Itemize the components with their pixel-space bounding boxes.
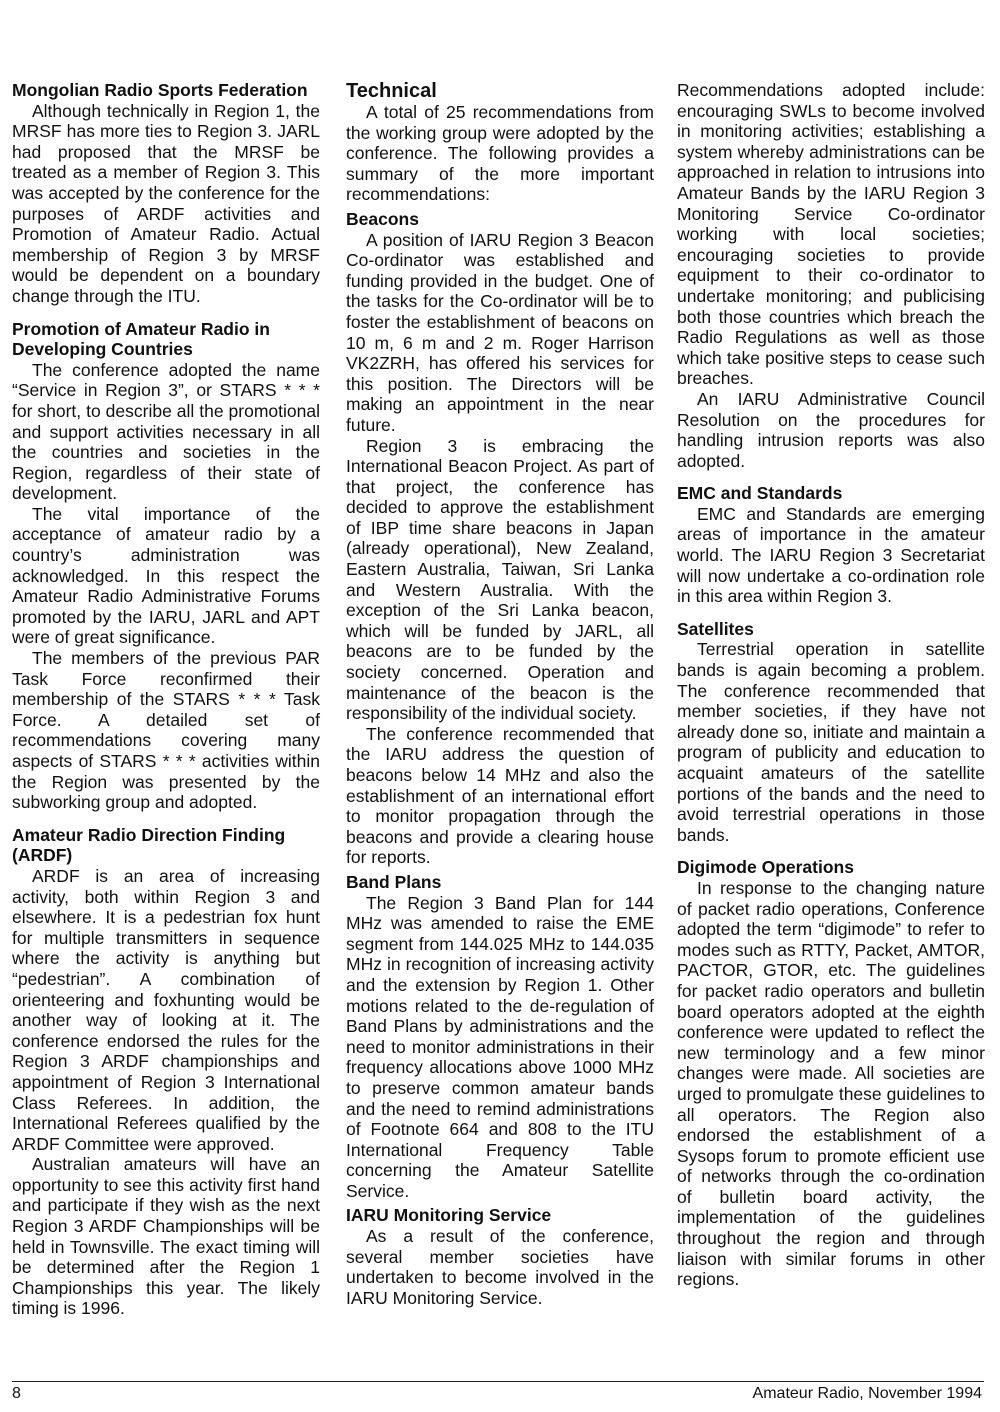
column-right — [677, 80, 985, 1290]
section-heading-ardf: Amateur Radio Direction Finding (ARDF) — [12, 824, 286, 866]
section-heading-band-plans: Band Plans — [346, 871, 442, 892]
paragraph: A position of IARU Region 3 Beacon Co-ordinator was established and funding provided in the budget. One of the tasks for the Co-ordinator will be to foster the establishment of beacons on 10 m, 6 m and 2 m. Roger Harrison VK2ZRH, has offered his services for this position. The Directors will be making an appointment in the near future. — [346, 229, 654, 435]
paragraph: A total of 25 recommendations from the working group were adopted by the conference. The following provides a summary of the more important recommendations: — [346, 102, 654, 205]
section-heading-digimode: Digimode Operations — [677, 857, 854, 878]
section-heading-promotion: Promotion of Amateur Radio in Developing Countries — [12, 318, 270, 360]
paragraph: An IARU Administrative Council Resolution on the procedures for handling intrusion reports was also adopted. — [677, 388, 985, 471]
footer-divider — [12, 1381, 984, 1382]
paragraph: As a result of the conference, several member societies have undertaken to become involved in the IARU Monitoring Service. — [346, 1226, 654, 1308]
paragraph: The vital importance of the acceptance of amateur radio by a country’s administration was acknowledged. In this respect the Amateur Radio Administrative Forums promoted by the IARU, JARL and APT were of great significance. — [12, 503, 320, 648]
paragraph: In response to the changing nature of packet radio operations, Conference adopted the term “digimode” to refer to modes such as RTTY, Packet, AMTOR, PACTOR, GTOR, etc. The guidelines for packet radio operators and bulletin board operators adopted at the eighth conference were updated to reflect the new terminology and a few minor changes were made. All societies are urged to promulgate these guidelines to all operators. The Region also endorsed the establishment of a Sysops forum to promote efficient use of networks through the co-ordination of bulletin board activity, the implementation of the guidelines throughout the region and through liaison with similar forums in other regions. — [677, 877, 985, 1290]
paragraph: The conference recommended that the IARU address the question of beacons below 14 MHz and also the establishment of an international effort to monitor propagation through the beacons and provide a clearing house for reports. — [346, 723, 654, 868]
column-middle — [346, 80, 654, 1308]
publication-footer: Amateur Radio, November 1994 — [752, 1385, 982, 1402]
section-heading-beacons: Beacons — [346, 208, 419, 229]
section-heading-technical: Technical — [346, 80, 437, 102]
paragraph: ARDF is an area of increasing activity, both within Region 3 and elsewhere. It is a pedestrian fox hunt for multiple transmitters in sequence where the activity is anything but “pedestrian”. A combination of orienteering and foxhunting would be another way of looking at it. The conference endorsed the rules for the Region 3 ARDF championships and appointment of Region 3 International Class Referees. In addition, the International Referees qualified by the ARDF Committee were approved. — [12, 865, 320, 1154]
section-heading-satellites: Satellites — [677, 618, 754, 639]
column-left — [12, 80, 320, 1319]
section-heading-emc: EMC and Standards — [677, 483, 843, 504]
paragraph: The conference adopted the name “Service in Region 3”, or STARS * * * for short, to describe all the promotional and support activities necessary in all the countries and societies in the Region, regardless of their state of development. — [12, 359, 320, 504]
paragraph: Recommendations adopted include: encouraging SWLs to become involved in monitoring activities; establishing a system whereby administrations can be approached in relation to intrusions into Amateur Bands by the IARU Region 3 Monitoring Service Co-ordinator working with local societies; encouraging societies to provide equipment to their co-ordinator to undertake monitoring; and publicising both those countries which breach the Radio Regulations as well as those which take positive steps to cease such breaches. — [677, 80, 985, 389]
paragraph: The members of the previous PAR Task Force reconfirmed their membership of the STARS * * * Task Force. A detailed set of recommendations covering many aspects of STARS * * * activities within the Region was presented by the subworking group and adopted. — [12, 648, 320, 813]
paragraph: Australian amateurs will have an opportunity to see this activity first hand and participate if they wish as the next Region 3 ARDF Championships will be held in Townsville. The exact timing will be determined after the Region 1 Championships this year. The likely timing is 1996. — [12, 1154, 320, 1319]
paragraph: Although technically in Region 1, the MRSF has more ties to Region 3. JARL had proposed that the MRSF be treated as a member of Region 3. This was accepted by the conference for the purposes of ARDF activities and Promotion of Amateur Radio. Actual membership of Region 3 by MRSF would be dependent on a boundary change through the ITU. — [12, 100, 320, 306]
page-number: 8 — [12, 1385, 21, 1402]
paragraph: Terrestrial operation in satellite bands is again becoming a problem. The conference recommended that member societies, if they have not already done so, initiate and maintain a program of publicity and education to acquaint amateurs of the satellite portions of the bands and the need to avoid terrestrial operations in those bands. — [677, 639, 985, 845]
paragraph: The Region 3 Band Plan for 144 MHz was amended to raise the EME segment from 144.025 MHz to 144.035 MHz in recognition of increasing activity and the extension by Region 1. Other motions related to the de-regulation of Band Plans by administrations and the need to monitor administrations in their frequency allocations above 1000 MHz to preserve common amateur bands and the need to remind administrations of Footnote 664 and 808 to the ITU International Frequency Table concerning the Amateur Satellite Service. — [346, 892, 654, 1201]
section-heading-mrsf: Mongolian Radio Sports Federation — [12, 80, 308, 100]
paragraph: EMC and Standards are emerging areas of importance in the amateur world. The IARU Region 3 Secretariat will now undertake a co-ordination role in this area within Region 3. — [677, 503, 985, 607]
paragraph: Region 3 is embracing the International Beacon Project. As part of that project, the conference has decided to approve the establishment of IBP time share beacons in Japan (already operational), New Zealand, Eastern Australia, Taiwan, Sri Lanka and Western Australia. With the exception of the Sri Lanka beacon, which will be funded by JARL, all beacons are to be funded by the society concerned. Operation and maintenance of the beacon is the responsibility of the individual society. — [346, 435, 654, 724]
section-heading-monitoring: IARU Monitoring Service — [346, 1205, 552, 1226]
